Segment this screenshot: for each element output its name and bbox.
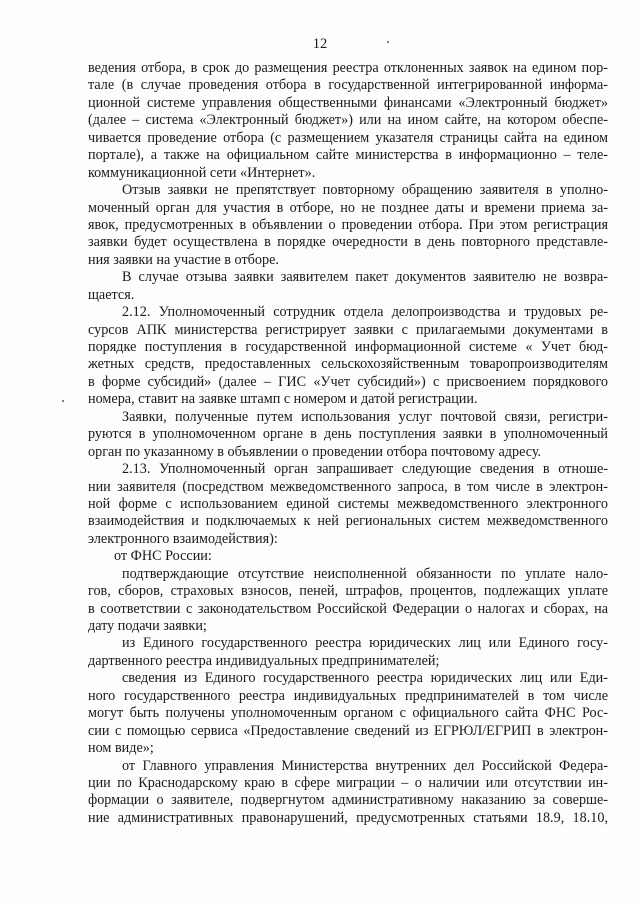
text-line: (далее – система «Электронный бюджет») или на ином сайте, на котором обеспе- xyxy=(88,112,608,129)
text-line: портале), а также на официальном сайте министерства в информационно – теле- xyxy=(88,147,608,164)
text-line: ном виде»; xyxy=(88,740,154,757)
text-line: ведения отбора, в срок до размещения реестра отклоненных заявок на едином пор- xyxy=(88,60,608,76)
text-line: подтверждающие отсутствие неисполненной обязанности по уплате нало- xyxy=(122,565,608,582)
text-line: сурсов АПК министерства регистрирует заявки с прилагаемыми документами в xyxy=(88,321,608,338)
text-line: дартвенного реестра индивидуальных предпринимателей; xyxy=(88,652,440,669)
text-line: В случае отзыва заявки заявителем пакет документов заявителю не возвра- xyxy=(122,269,608,286)
text-line: заявки будет осуществлена в порядке очередности в день повторного представле- xyxy=(88,234,608,251)
text-line: взаимодействия и подключаемых к ней региональных систем межведомственного xyxy=(88,513,608,530)
text-line: ния заявки на участие в отборе. xyxy=(88,251,279,268)
text-line: от Главного управления Министерства внутренних дел Российской Федера- xyxy=(122,757,608,774)
text-line: Заявки, полученные путем использования услуг почтовой связи, регистри- xyxy=(122,408,608,425)
text-line: Отзыв заявки не препятствует повторному обращению заявителя в уполно- xyxy=(122,182,608,199)
text-line: тале (в случае проведения отбора в государственной интегрированной информа- xyxy=(88,77,608,94)
text-line: явок, предусмотренных в объявлении о проведении отбора. При этом регистрация xyxy=(88,216,608,233)
text-line: порядке поступления в государственной информационной системе « Учет бюд- xyxy=(88,339,608,355)
text-line: коммуникационной сети «Интернет». xyxy=(88,164,316,181)
text-line: сии с помощью сервиса «Предоставление сведений из ЕГРЮЛ/ЕГРИП в электрон- xyxy=(88,722,608,739)
text-line: сведения из Единого государственного реестра юридических лиц или Еди- xyxy=(122,670,608,687)
document-body-text xyxy=(88,60,608,827)
text-line: в соответствии с законодательством Российской Федерации о налогах и сборах, на xyxy=(88,600,608,617)
text-line: в форме субсидий» (далее – ГИС «Учет субсидий») с присвоением порядкового xyxy=(88,373,608,390)
text-line: 2.13. Уполномоченный орган запрашивает следующие сведения в отноше- xyxy=(122,461,608,478)
text-line: орган по указанному в объявлении о проведении отбора почтовому адресу. xyxy=(88,443,542,460)
text-line: электронного взаимодействия): xyxy=(88,530,278,547)
text-line: 2.12. Уполномоченный сотрудник отдела делопроизводства и трудовых ре- xyxy=(122,304,608,321)
text-line: номера, ставит на заявке штамп с номером и датой регистрации. xyxy=(88,391,478,408)
text-line: моченный орган для участия в отборе, но не позднее даты и времени приема за- xyxy=(88,199,608,216)
page-number: 12 xyxy=(312,36,328,52)
text-line: ционной системе управления общественными финансами «Электронный бюджет» xyxy=(88,94,608,111)
text-line: ции по Краснодарскому краю в сфере миграции – о наличии или отсутствии ин- xyxy=(88,774,608,791)
text-line: от ФНС России: xyxy=(114,548,212,565)
text-line: ние административных правонарушений, предусмотренных статьями 18.9, 18.10, xyxy=(88,809,608,826)
text-line: гов, сборов, страховых взносов, пеней, штрафов, процентов, подлежащих уплате xyxy=(88,583,608,600)
text-line: из Единого государственного реестра юридических лиц или Единого госу- xyxy=(122,635,608,652)
text-line: чивается проведение отбора (с размещением указателя страницы сайта на едином xyxy=(88,129,608,146)
scan-speck xyxy=(62,400,64,402)
text-line: ной форме с использованием единой системы межведомственного электронного xyxy=(88,495,608,512)
text-line: жетных средств, предоставленных сельскохозяйственным товаропроизводителям xyxy=(88,356,608,373)
text-line: могут быть получены уполномоченным органом с официального сайта ФНС Рос- xyxy=(88,705,608,722)
text-line: ного государственного реестра индивидуальных предпринимателей в том числе xyxy=(88,687,608,704)
text-line: щается. xyxy=(88,286,135,303)
text-line: дату подачи заявки; xyxy=(88,618,207,634)
text-line: руются в уполномоченном органе в день поступления заявки в уполномоченный xyxy=(88,426,608,443)
text-line: нии заявителя (посредством межведомственного запроса, в том числе в электрон- xyxy=(88,478,608,495)
text-line: формации о заявителе, подвергнутом административному наказанию за соверше- xyxy=(88,792,608,809)
scan-speck xyxy=(387,41,389,43)
